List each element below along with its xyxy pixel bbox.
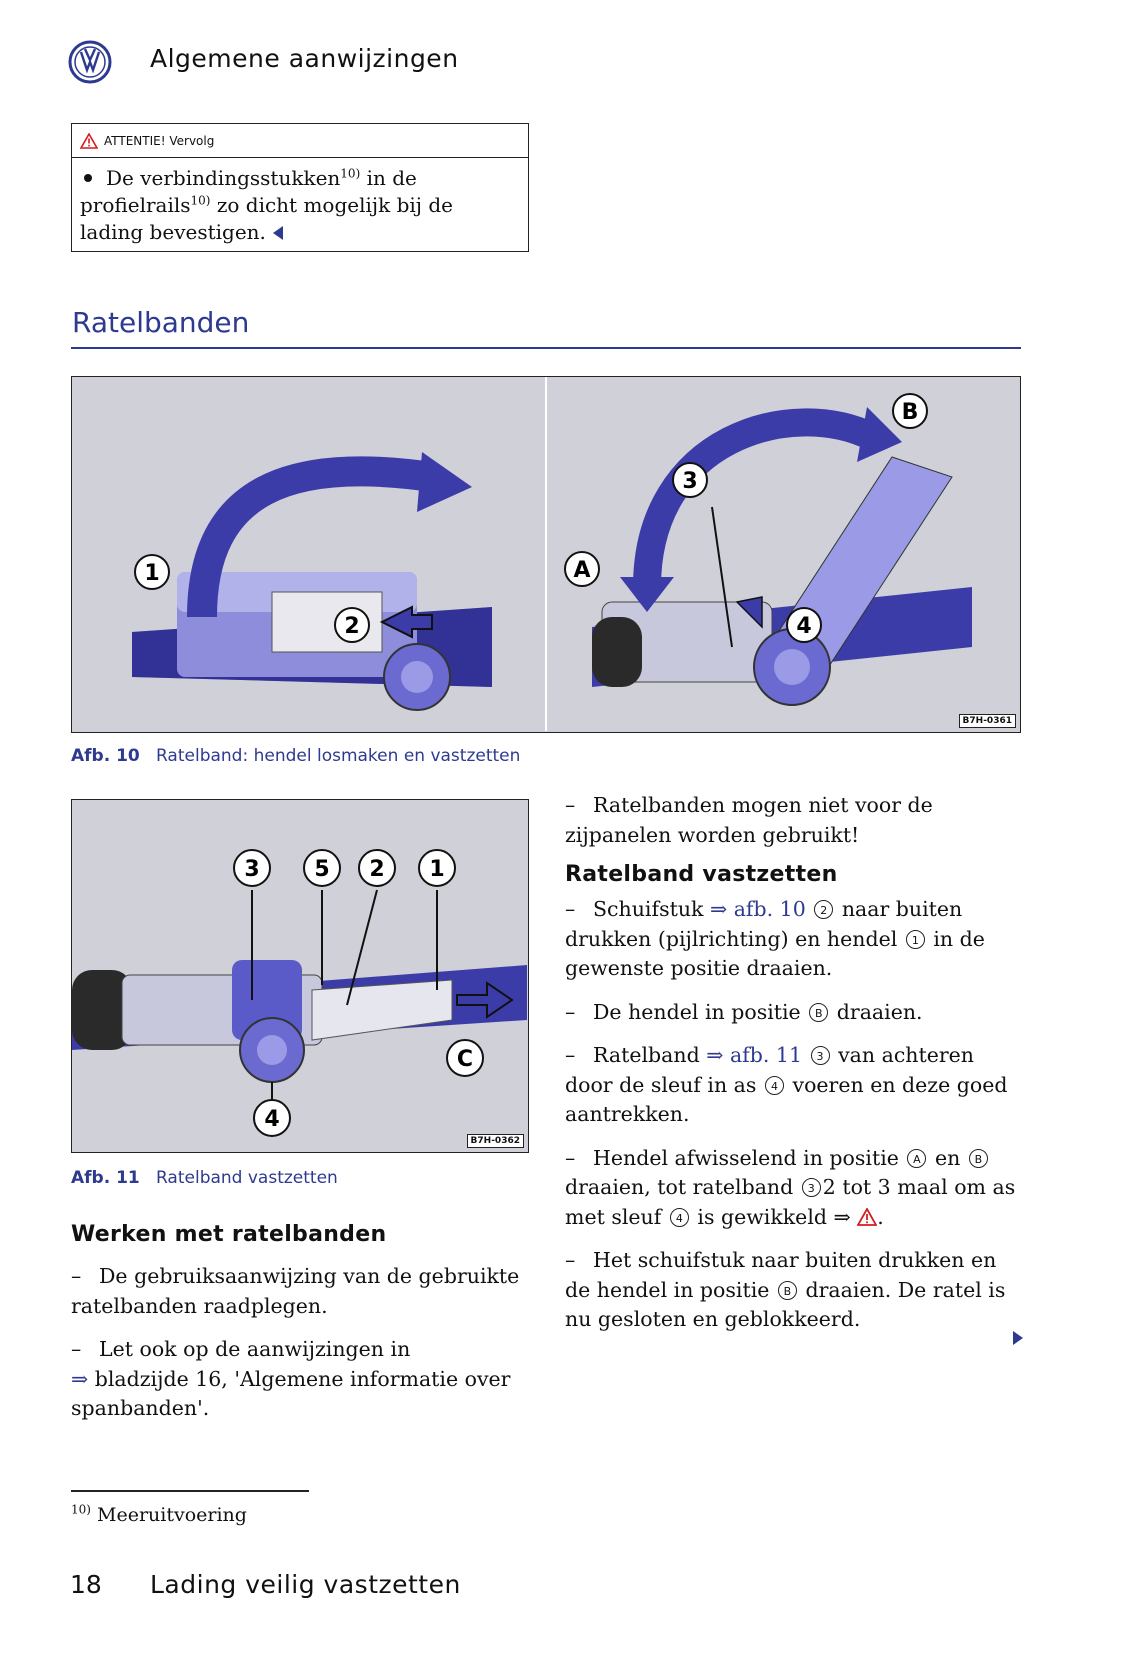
warning-header (72, 124, 528, 158)
warning-body (72, 158, 528, 246)
figure-marker-5 (304, 850, 340, 886)
bullet-icon (84, 174, 92, 182)
svg-text:A: A (573, 558, 591, 583)
page-number: 18 (70, 1570, 102, 1599)
figure-link[interactable]: ⇒ afb. 11 (706, 1043, 803, 1067)
svg-text:2: 2 (344, 614, 360, 639)
right-heading: Ratelband vastzetten (565, 862, 838, 887)
marker-badge: B (778, 1281, 797, 1300)
svg-text:2: 2 (369, 857, 385, 882)
marker-badge: 3 (802, 1178, 821, 1197)
footnote (71, 1504, 247, 1526)
figure-marker-1 (135, 555, 169, 589)
end-arrow-icon (272, 225, 284, 241)
figure-link[interactable]: ⇒ afb. 10 (710, 897, 806, 921)
left-column (71, 1262, 533, 1424)
footer-title: Lading veilig vastzetten (150, 1570, 461, 1599)
section-title: Ratelbanden (72, 306, 250, 339)
vw-logo-icon (68, 40, 112, 84)
caption-number: Afb. 11 (71, 1168, 140, 1188)
figure-marker-3 (234, 850, 270, 886)
header-title: Algemene aanwijzingen (150, 44, 459, 73)
footnote-divider (71, 1490, 309, 1492)
figure-marker-2 (335, 608, 369, 642)
svg-text:4: 4 (796, 614, 812, 639)
figure-11-caption (71, 1168, 338, 1188)
warning-triangle-icon (80, 133, 98, 149)
figure-marker-2 (359, 850, 395, 886)
warning-text: De verbindingsstukken (106, 166, 341, 190)
svg-text:C: C (456, 1047, 474, 1072)
warning-triangle-icon[interactable] (857, 1208, 877, 1226)
step: – Schuifstuk ⇒ afb. 10 2 naar buiten drukken (pijlrichting) en hendel 1 in de gewenste positie draaien. (565, 897, 985, 980)
marker-badge: A (907, 1149, 926, 1168)
svg-text:4: 4 (264, 1107, 280, 1132)
footnote-ref: 10) (190, 193, 211, 208)
paragraph: – Let ook op de aanwijzingen in ⇒ bladzijde 16, 'Algemene informatie over spanbanden'. (71, 1337, 511, 1420)
figure-marker-4 (254, 1100, 290, 1136)
warning-label: ATTENTIE! Vervolg (104, 133, 215, 148)
step: – De hendel in positie B draaien. (565, 999, 923, 1024)
footnote-text: Meeruitvoering (97, 1504, 247, 1526)
marker-badge: B (809, 1003, 828, 1022)
figure-11 (71, 799, 529, 1153)
footnote-mark: 10) (71, 1502, 91, 1517)
warning-text: zo dicht mogelijk bij de lading bevestigen. (80, 193, 453, 244)
step: – Het schuifstuk naar buiten drukken en de hendel in positie B draaien. De ratel is nu gesloten en geblokkeerd. (565, 1248, 1006, 1331)
figure-code: B7H-0362 (467, 1134, 524, 1148)
caption-number: Afb. 10 (71, 746, 140, 766)
warning-box (71, 123, 529, 252)
continue-arrow-icon (1012, 1330, 1024, 1346)
marker-badge: 3 (811, 1046, 830, 1065)
step: – Ratelband ⇒ afb. 11 3 van achteren door de sleuf in as 4 voeren en deze goed aantrekken. (565, 1043, 1008, 1126)
figure-marker-A (565, 552, 599, 586)
caption-text: Ratelband: hendel losmaken en vastzetten (155, 746, 521, 766)
figure-marker-C (447, 1040, 483, 1076)
figure-marker-4 (787, 608, 821, 642)
page-link[interactable]: ⇒ (71, 1366, 89, 1391)
warning-text: in de profielrails (80, 166, 417, 217)
svg-text:5: 5 (314, 857, 330, 882)
figure-marker-B (893, 394, 927, 428)
right-column (565, 791, 1020, 1335)
figure-marker-3 (673, 463, 707, 497)
svg-text:1: 1 (429, 857, 445, 882)
paragraph: – Ratelbanden mogen niet voor de zijpanelen worden gebruikt! (565, 793, 933, 847)
marker-badge: B (969, 1149, 988, 1168)
paragraph: – De gebruiksaanwijzing van de gebruikte ratelbanden raadplegen. (71, 1264, 520, 1318)
left-heading: Werken met ratelbanden (71, 1222, 387, 1247)
svg-text:3: 3 (682, 469, 698, 494)
footnote-ref: 10) (340, 166, 361, 181)
svg-text:1: 1 (144, 561, 160, 586)
marker-badge: 4 (765, 1076, 784, 1095)
figure-10-caption (71, 746, 520, 766)
section-divider (71, 347, 1021, 349)
figure-code: B7H-0361 (959, 714, 1016, 728)
marker-badge: 4 (670, 1208, 689, 1227)
step: – Hendel afwisselend in positie A en B draaien, tot ratelband 3 2 tot 3 maal om as met sleuf 4 is gewikkeld ⇒ . (565, 1145, 1016, 1229)
marker-badge: 2 (814, 900, 833, 919)
marker-badge: 1 (906, 930, 925, 949)
svg-text:3: 3 (244, 857, 260, 882)
svg-text:B: B (901, 400, 919, 425)
caption-text: Ratelband vastzetten (155, 1168, 338, 1188)
figure-10 (71, 376, 1021, 733)
figure-marker-1 (419, 850, 455, 886)
